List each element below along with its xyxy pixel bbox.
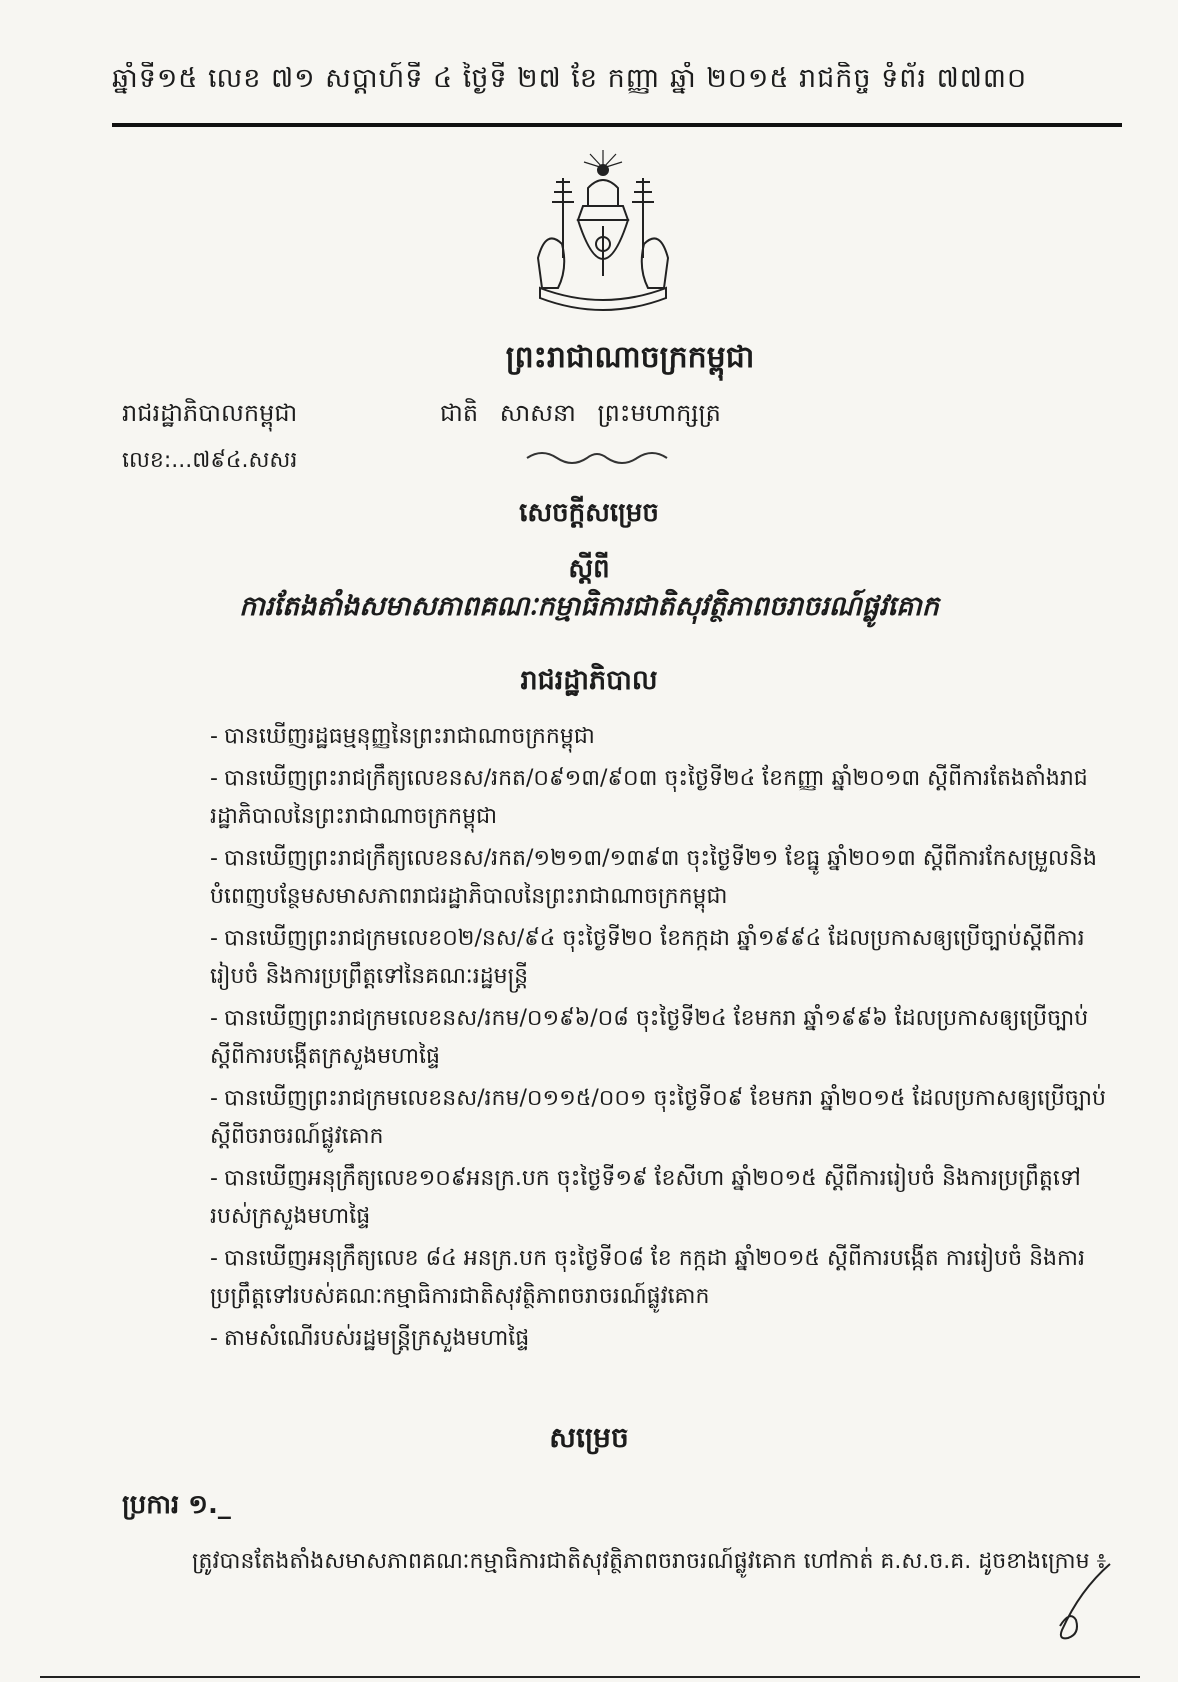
decides-heading: សម្រេច <box>549 1421 629 1454</box>
recital-item: - បានឃើញព្រះរាជក្រឹត្យលេខនស/រកត/១២១៣/១៣៩៣ ចុះថ្ងៃទី២១ ខែធ្នូ ឆ្នាំ២០១៣ ស្ដីពីការកែសម្រួលនិងបំពេញបន្ថែមសមាសភាពរាជរដ្ឋាភិបាលនៃព្រះរាជាណាចក្រកម្ពុជា <box>210 846 1097 909</box>
header-rule <box>112 123 1122 127</box>
gazette-header: ឆ្នាំទី១៥ លេខ ៧១ សប្ដាហ៍ទី ៤ ថ្ងៃទី ២៧ ខែ កញ្ញា ឆ្នាំ ២០១៥ រាជកិច្ច ទំព័រ ៧៧៣០ <box>112 63 1028 94</box>
kingdom-name: ព្រះរាជាណាចក្រកម្ពុជា <box>505 340 755 375</box>
decision-subject: ការតែងតាំងសមាសភាពគណៈកម្មាធិការជាតិសុវត្ថិភាពចរាចរណ៍ផ្លូវគោក <box>239 591 939 622</box>
signature-icon <box>1040 1560 1120 1645</box>
article-heading: ប្រការ ១._ <box>122 1490 231 1520</box>
recital-item: - បានឃើញព្រះរាជក្រឹត្យលេខនស/រកត/០៩១៣/៩០៣ ចុះថ្ងៃទី២៤ ខែកញ្ញា ឆ្នាំ២០១៣ ស្ដីពីការតែងតាំងរាជរដ្ឋាភិបាលនៃព្រះរាជាណាចក្រកម្ពុជា <box>210 766 1088 829</box>
recital-item: - បានឃើញព្រះរាជក្រមលេខនស/រកម/០១៩៦/០៨ ចុះថ្ងៃទី២៤ ខែមករា ឆ្នាំ១៩៩៦ ដែលប្រកាសឲ្យប្រើច្បាប់ស្ដីពីការបង្កើតក្រសួងមហាផ្ទៃ <box>210 1006 1089 1069</box>
recital-item: - បានឃើញព្រះរាជក្រមលេខនស/រកម/០១១៥/០០១ ចុះថ្ងៃទី០៩ ខែមករា ឆ្នាំ២០១៥ ដែលប្រកាសឲ្យប្រើច្បាប់ស្ដីពីចរាចរណ៍ផ្លូវគោក <box>210 1086 1106 1149</box>
recital-item: - បានឃើញរដ្ឋធម្មនុញ្ញនៃព្រះរាជាណាចក្រកម្ពុជា <box>210 724 595 749</box>
national-motto: ជាតិ សាសនា ព្រះមហាក្សត្រ <box>440 399 721 427</box>
recitals-list <box>210 718 1110 1362</box>
recital-item: - បានឃើញព្រះរាជក្រមលេខ០២/នស/៩៤ ចុះថ្ងៃទី២០ ខែកក្កដា ឆ្នាំ១៩៩៤ ដែលប្រកាសឲ្យប្រើច្បាប់ស្ដីពីការរៀបចំ និងការប្រព្រឹត្តទៅនៃគណៈរដ្ឋមន្ត្រី <box>210 926 1085 989</box>
recital-item: - បានឃើញអនុក្រឹត្យលេខ ៨៤ អនក្រ.បក ចុះថ្ងៃទី០៨ ខែ កក្កដា ឆ្នាំ២០១៥ ស្ដីពីការបង្កើត ការរៀបចំ និងការប្រព្រឹត្តទៅរបស់គណៈកម្មាធិការជាតិសុវត្ថិភាពចរាចរណ៍ផ្លូវគោក <box>210 1246 1085 1309</box>
footer-rule <box>40 1676 1140 1678</box>
article-body: ត្រូវបានតែងតាំងសមាសភាពគណៈកម្មាធិការជាតិសុវត្ថិភាពចរាចរណ៍ផ្លូវគោក ហៅកាត់ គ.ស.ច.គ. ដូចខាងក្រោម ៖ <box>192 1549 1107 1574</box>
recital-item: - បានឃើញអនុក្រឹត្យលេខ១០៩អនក្រ.បក ចុះថ្ងៃទី១៩ ខែសីហា ឆ្នាំ២០១៥ ស្ដីពីការរៀបចំ និងការប្រព្រឹត្តទៅរបស់ក្រសួងមហាផ្ទៃ <box>210 1166 1081 1229</box>
ornament-divider-icon <box>522 446 672 470</box>
recital-item: - តាមសំណើរបស់រដ្ឋមន្ត្រីក្រសួងមហាផ្ទៃ <box>210 1326 530 1351</box>
document-number: លេខ:...៧៩៤.សសរ <box>122 448 298 473</box>
government-heading: រាជរដ្ឋាភិបាល <box>520 665 658 696</box>
issuing-authority: រាជរដ្ឋាភិបាលកម្ពុជា <box>122 399 298 427</box>
decision-subject-label: ស្ដីពី <box>568 554 610 584</box>
decision-title: សេចក្ដីសម្រេច <box>519 498 659 528</box>
royal-emblem-icon <box>528 148 678 328</box>
